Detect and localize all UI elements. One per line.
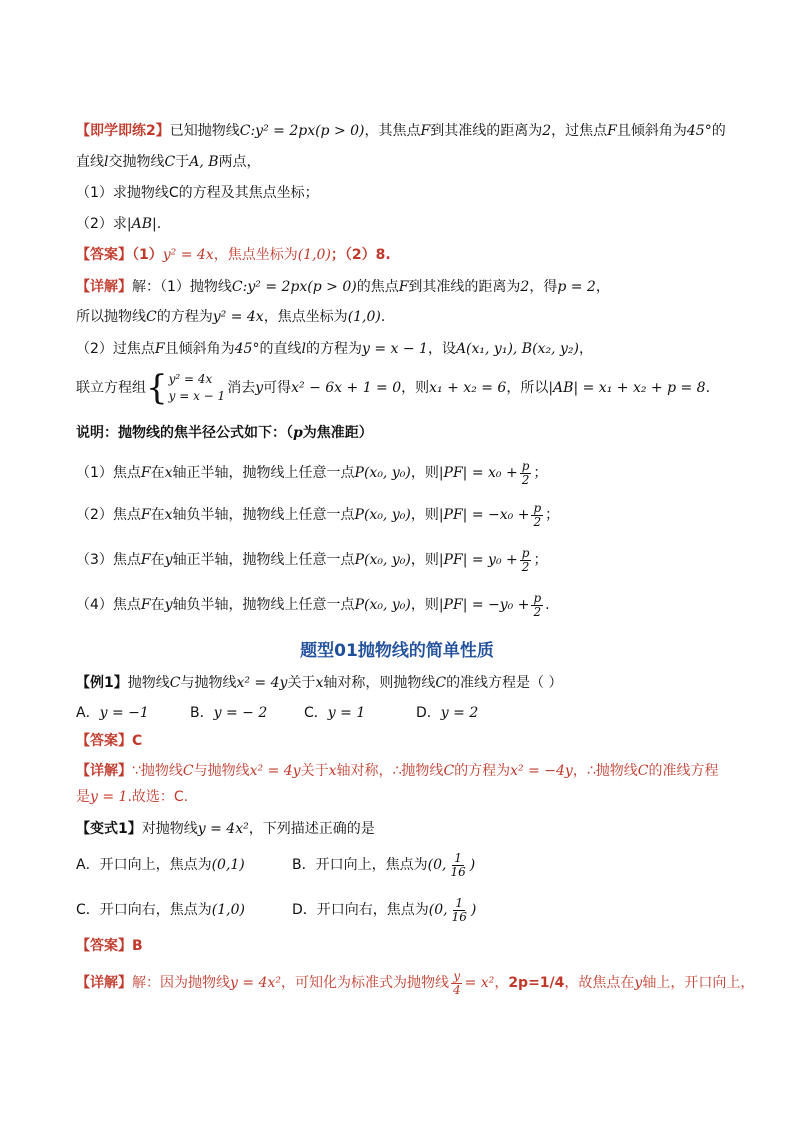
- system-brace: {: [146, 368, 168, 408]
- note-item-2: （2）焦点F在x轴负半轴，抛物线上任意一点P(x₀, y₀)，则|PF| = −x₀ + $\frac{p}{2}$ ；: [76, 500, 560, 529]
- option-d[interactable]: D．开口向右，焦点为(0, $\frac{1}{16}$ ): [292, 895, 477, 924]
- detail-tag: 【详解】: [76, 279, 132, 295]
- option-c[interactable]: C．y = 1: [304, 705, 366, 721]
- option-a[interactable]: A．开口向上，焦点为(0,1): [76, 857, 245, 873]
- practice-detail-line2: 所以抛物线C的方程为y² = 4x，焦点坐标为(1,0).: [76, 309, 386, 325]
- practice-detail-line4: 联立方程组{ y² = 4x y = x − 1 消去y可得x² − 6x + 1 = 0，则x₁ + x₂ = 6，所以|AB| = x₁ + x₂ + p = 8.: [76, 368, 711, 408]
- answer-tag: 【答案】: [76, 247, 132, 263]
- practice-detail-line3: （2）过焦点F且倾斜角为45°的直线l的方程为y = x − 1，设A(x₁, y₁), B(x₂, y₂)，: [76, 341, 593, 357]
- fraction: $\frac{p}{2}$: [521, 458, 530, 487]
- example1-question: 【例1】抛物线C与抛物线x² = 4y关于x轴对称，则抛物线C的准线方程是（ ）: [76, 675, 563, 691]
- option-b[interactable]: B．y = − 2: [190, 705, 268, 721]
- variant-tag: 【变式1】: [76, 821, 142, 837]
- variant1-options-row1: [76, 850, 475, 880]
- practice-question-line1: 【即学即练2】已知抛物线C:y² = 2px(p > 0)，其焦点F到其准线的距离为2，过焦点F且倾斜角为45°的: [76, 123, 726, 139]
- variant1-question: 【变式1】对抛物线y = 4x²，下列描述正确的是: [76, 821, 375, 837]
- example-tag: 【例1】: [76, 675, 128, 691]
- option-b[interactable]: B．开口向上，焦点为(0, $\frac{1}{16}$ ): [292, 850, 476, 879]
- section-title: 题型01抛物线的简单性质: [300, 641, 494, 661]
- example1-answer: 【答案】C: [76, 733, 143, 749]
- practice-detail-line1: 【详解】解：（1）抛物线C:y² = 2px(p > 0)的焦点F到其准线的距离为2，得p = 2，: [76, 279, 610, 295]
- option-d[interactable]: D．y = 2: [416, 705, 479, 721]
- practice-tag: 【即学即练2】: [76, 123, 170, 139]
- note-item-3: （3）焦点F在y轴正半轴，抛物线上任意一点P(x₀, y₀)，则|PF| = y₀ + $\frac{p}{2}$ ；: [76, 545, 548, 574]
- example1-options: [76, 702, 478, 724]
- practice-sub1: （1）求抛物线C的方程及其焦点坐标；: [76, 185, 319, 201]
- variant1-answer: 【答案】B: [76, 938, 143, 954]
- example1-detail-line1: 【详解】∵抛物线C与抛物线x² = 4y关于x轴对称，∴抛物线C的方程为x² = −4y，∴抛物线C的准线方程: [76, 763, 719, 779]
- equation-system: y² = 4x y = x − 1: [168, 372, 226, 403]
- fraction: $\frac{p}{2}$: [521, 545, 530, 574]
- fraction: $\frac{1}{16}$: [451, 895, 467, 924]
- variant1-detail: 【详解】解：因为抛物线y = 4x²，可知化为标准式为抛物线 $\frac{y}{4}$ = x²，2p=1/4，故焦点在y轴上，开口向上，: [76, 968, 755, 997]
- practice-answer: 【答案】（1）y² = 4x，焦点坐标为(1,0)；（2）8.: [76, 247, 391, 263]
- practice-sub2: （2）求|AB|.: [76, 216, 162, 232]
- note-item-1: （1）焦点F在x轴正半轴，抛物线上任意一点P(x₀, y₀)，则|PF| = x₀ + $\frac{p}{2}$ ；: [76, 458, 548, 487]
- fraction: $\frac{p}{2}$: [533, 590, 542, 619]
- fraction: $\frac{1}{16}$: [450, 850, 466, 879]
- fraction: $\frac{y}{4}$: [452, 968, 461, 997]
- practice-question-line2: 直线l交抛物线C于A, B两点，: [76, 154, 261, 170]
- example1-detail-line2: 是y = 1.故选：C.: [76, 789, 189, 805]
- option-c[interactable]: C．开口向右，焦点为(1,0): [76, 902, 245, 918]
- fraction: $\frac{p}{2}$: [533, 500, 542, 529]
- note-title: 说明：抛物线的焦半径公式如下：（p为焦准距）: [76, 425, 373, 441]
- parabola-equation: C:y² = 2px(p > 0): [239, 123, 365, 139]
- note-item-4: （4）焦点F在y轴负半轴，抛物线上任意一点P(x₀, y₀)，则|PF| = −y₀ + $\frac{p}{2}$ .: [76, 590, 550, 619]
- option-a[interactable]: A．y = −1: [76, 705, 149, 721]
- variant1-options-row2: [76, 895, 476, 925]
